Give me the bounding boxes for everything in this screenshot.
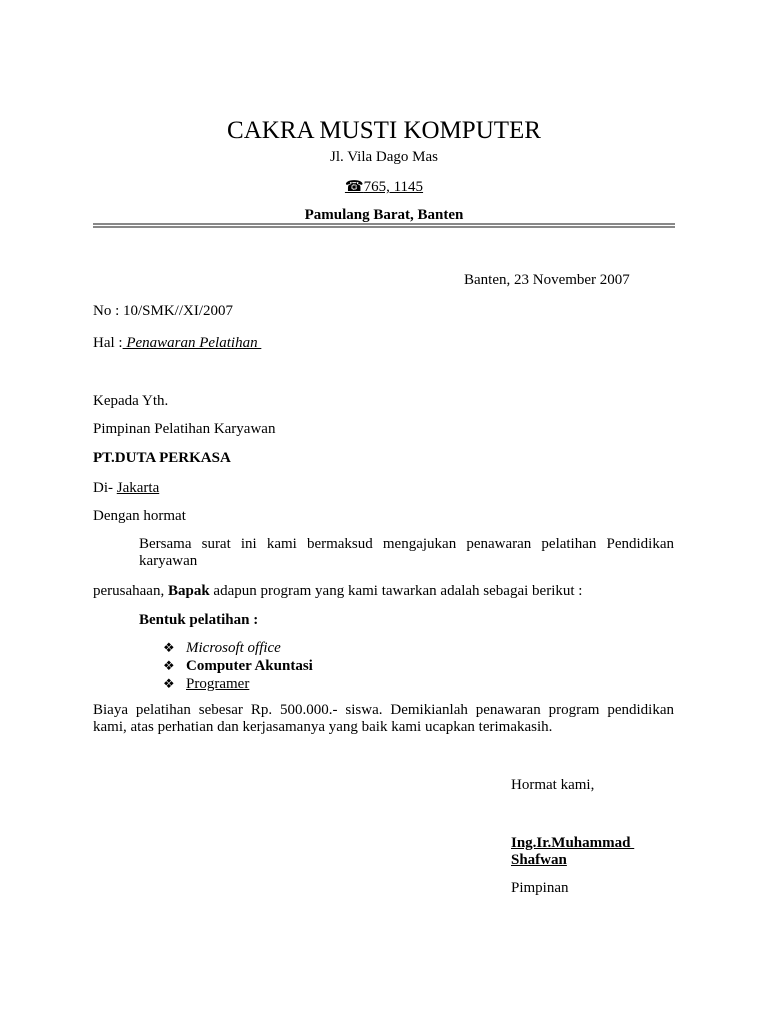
list-item-text: Microsoft office [186,640,281,656]
letterhead-divider [93,223,675,228]
diamond-bullet-icon: ❖ [163,676,175,691]
training-list-heading: Bentuk pelatihan : [139,612,259,628]
recipient-city: Jakarta [116,480,160,496]
signature-salutation: Hormat kami, [511,777,595,793]
training-list [163,639,313,693]
signatory-name-line2: Shafwan [511,852,567,868]
telephone-icon: ☎ [344,179,364,195]
greeting: Dengan hormat [93,508,186,524]
company-name: CAKRA MUSTI KOMPUTER [227,117,541,144]
phone-number: 765, 1145 [363,179,424,195]
list-item-text: Computer Akuntasi [186,658,313,674]
recipient-greeting: Kepada Yth. [93,393,169,409]
company-address: Jl. Vila Dago Mas [330,149,438,165]
subject-label: Hal : [93,335,123,351]
list-item [163,639,313,657]
recipient-title: Pimpinan Pelatihan Karyawan [93,421,276,437]
letter-number: No : 10/SMK//XI/2007 [93,303,234,319]
intro-continuation [93,582,582,600]
recipient-location [93,479,159,497]
signatory-name-line1: Ing.Ir.Muhammad [511,835,635,851]
intro-paragraph: Bersama surat ini kami bermaksud mengajukan penawaran pelatihan Pendidikan karyawan [139,536,674,569]
closing-paragraph: Biaya pelatihan sebesar Rp. 500.000.- siswa. Demikianlah penawaran program pendidikan kami, atas perhatian dan kerjasamanya yang baik kami ucapkan terimakasih. [93,702,674,735]
para2-suffix: adapun program yang kami tawarkan adalah sebagai berikut : [209,583,583,599]
letter-date: Banten, 23 November 2007 [464,272,630,288]
para2-prefix: perusahaan, [93,583,168,599]
signatory-title: Pimpinan [511,880,569,896]
company-city: Pamulang Barat, Banten [304,207,464,223]
letter-subject [93,334,261,352]
company-phone [0,178,768,196]
para2-bold: Bapak [167,583,210,599]
recipient-company: PT.DUTA PERKASA [93,450,231,466]
di-label: Di- [93,480,117,496]
diamond-bullet-icon: ❖ [163,640,175,655]
diamond-bullet-icon: ❖ [163,658,175,673]
list-item [163,675,313,693]
list-item [163,657,313,675]
list-item-text: Programer [186,676,250,692]
subject-value: Penawaran Pelatihan [122,335,262,351]
